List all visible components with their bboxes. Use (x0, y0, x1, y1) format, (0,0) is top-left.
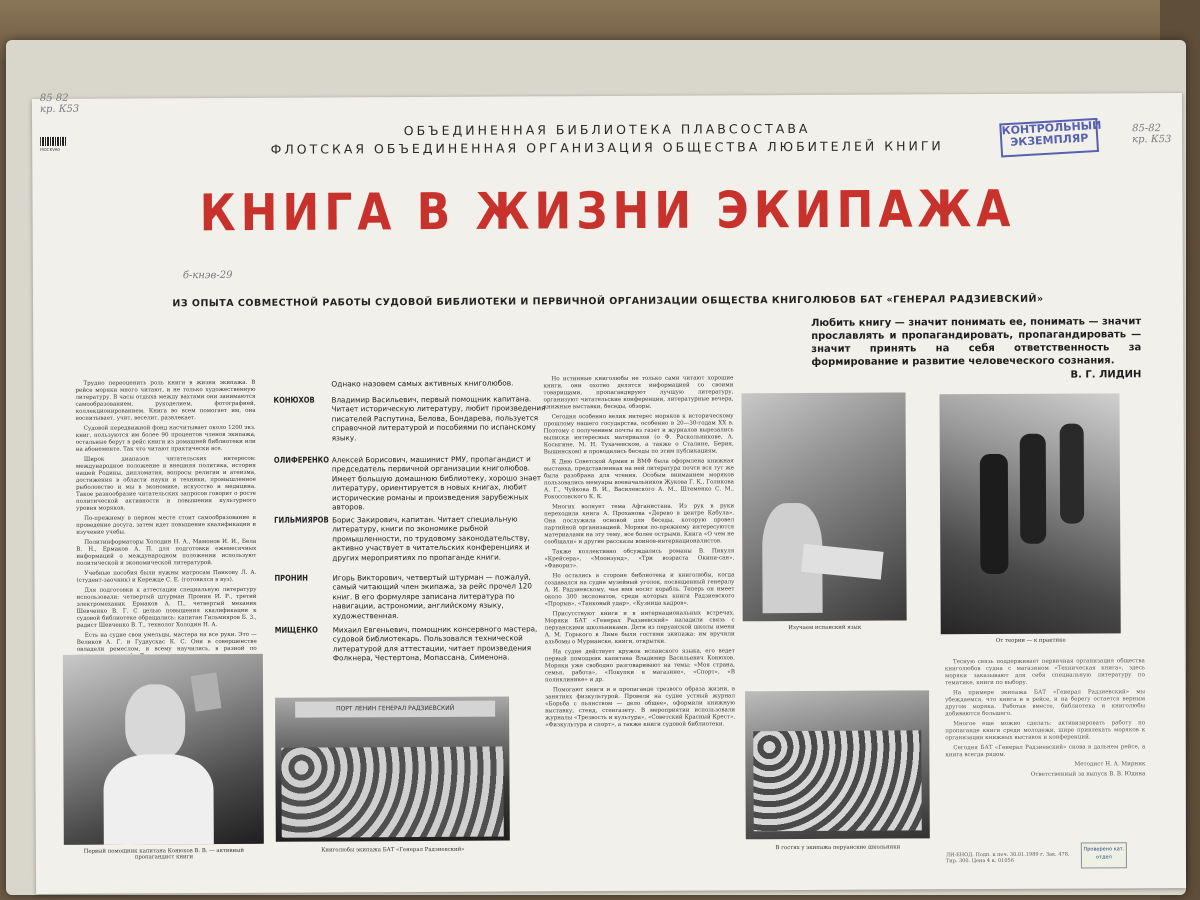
library-sticker: Проверено кат. отдел (1081, 842, 1127, 868)
quote-text: Любить книгу — значит понимать ее, понимать — значит прославлять и пропагандировать, пропагандировать — значит принять на себя ответственность за формирование и развитие человеческого сознания. (811, 316, 1142, 368)
paragraph: Судовой передвижной фонд насчитывает около 1200 экз. книг, пользуются им более 90 процентов членов экипажа, остальные берут в рейс книги из домашней библиотеки или на абонементе. Так что читают практически все. (75, 424, 256, 453)
caption-lesson: Изучаем испанский язык (788, 624, 862, 632)
epigraph-quote (811, 315, 1141, 383)
article-column-4 (945, 658, 1146, 834)
athlete-1 (980, 454, 1009, 574)
pencil-note-top-right: 85-82 кр. К53 (1132, 123, 1172, 146)
paragraph: Политинформаторы Холодин Н. А., Мамонов И. И., Бела В. Н., Ермаков А. П. для подготовки ежемесячных информаций о международном положении используют политической и экономической литературой. (76, 538, 257, 567)
poster (32, 93, 1186, 894)
barcode-text: MOCKVA0 (40, 146, 60, 152)
caption-children: В гостях у экипажа перуанские школьники (775, 844, 901, 852)
paragraph: Присутствуют книги и в интернациональных встречах. Моряки БАТ «Генерал Радзиевский» наладили связь с перуанскими школьниками. Дети из перуанской школы имени А. М. Горького в Лиме были гостями экипажа: им вручили альбомы о Мурманске, книги, открытки. (544, 610, 735, 646)
caption-sport: От теории — к практике (995, 637, 1066, 644)
profile-name: КОНЮХОВ (273, 395, 315, 405)
group-banner: ПОРТ ЛЕНИН ГЕНЕРАЛ РАДЗИЕВСКИЙ (295, 701, 495, 718)
paragraph: Сегодня БАТ «Генерал Радзиевский» снова в дальнем рейсе, а книга всегда рядом. (945, 744, 1146, 759)
paragraph: Тесную связь поддерживает первичная организация общества книголюбов судна с магазином «Техническая книга», здесь моряки заказывают для себя специальную литературу по тематике, книги по выбору. (944, 658, 1145, 687)
paragraph: Также коллективно обсуждались романы В. Пикуля «Крейсера», «Моонзунд», «Три возраста Окини-сан», «Фаворит». (544, 548, 735, 570)
profile-name: ПРОНИН (274, 573, 308, 583)
editor-signoff: Ответственный за выпуск В. В. Юдина (1030, 771, 1146, 778)
paragraph: По-прежнему в первом месте стоит самообразование и проведение досуга, затем идет повышение квалификации и изучение учебы. (76, 514, 257, 536)
paragraph: Есть на судне свои умельцы, мастера на все руки. Это — Великов А. Г. и Гудаускас К. С. Они в совершенстве овладели ремеслом, и всему научились, в разной по (76, 631, 257, 653)
caption-portrait: Первый помощник капитана Конюхов В. В. — активный пропагандист книги (83, 847, 245, 861)
profile-oliferenko (273, 454, 544, 512)
profile-text: Борис Закирович, капитан. Читает специальную литературу, книги по экономике рыбной промышленности, по трудовому законодательству, активно участвует в читательских конференциях и других мероприятиях по пропаганде книги. (332, 514, 530, 563)
pencil-note-top-left: 85 82 кр. К53 (39, 92, 80, 115)
profile-mishchenko (274, 624, 545, 663)
book-in-hand (191, 672, 222, 711)
children-group (753, 730, 922, 831)
paragraph: Но истинные книголюбы не только сами читают хорошие книги, они охотно делятся информацией со своими товарищами, пропагандируют лучшую литературу, организуют читательские конференции, литературные вечера, книжные выставки, беседы, обзоры. (543, 375, 734, 411)
profile-name: ОЛИФЕРЕНКО (273, 455, 330, 465)
portrait-face (125, 684, 185, 759)
paragraph: Сегодня особенно велик интерес моряков к историческому прошлому нашего государства, особенно в 20—30-годам XX в. Поэтому с получением почты из газет и журналов вырезались выписки интересных материалов (о Ф. Раскольникове, А. Косыгине, М. Н. Тухачевском, а также о Сталине, Берия, Вышинском) и проводились беседы по этим публикациям. (543, 413, 734, 456)
header-line-2: ФЛОТСКАЯ ОБЪЕДИНЕННАЯ ОРГАНИЗАЦИЯ ОБЩЕСТВА ЛЮБИТЕЛЕЙ КНИГИ (270, 138, 944, 157)
plastic-sleeve (6, 40, 1186, 895)
profile-pronin (274, 572, 544, 621)
article-column-3 (543, 375, 736, 876)
pencil-note-mid: б-кнэв-29 (182, 269, 233, 282)
photo-sport-deck (939, 393, 1120, 634)
paragraph: На примере экипажа БАТ «Генерал Радзиевский» мы убеждаемся, что книга и в рейсе, и на берегу остается верным другом моряка. Работая вместе, библиотека и книголюбы добиваются большего. (945, 689, 1146, 718)
profile-text: Михаил Евгеньевич, помощник консервного мастера, судовой библиотекарь. Пользовался технической литературой для аттестации, читает произведения Фолкнера, Честертона, Мопассана, Сименона. (332, 624, 538, 663)
print-info: ЛИ-ЕНОД. Подп. к печ. 30.01.1989 г. Зак. 478. Тир. 300. Цена 4 к. 01056 (945, 851, 1070, 865)
photo-portrait-konyukhov (63, 654, 264, 845)
profile-text: Игорь Викторович, четвертый штурман — пожалуй, самый читающий член экипажа, за рейс прочел 120 книг. В его формуляре записана литература по навигации, астрономии, английскому языку, художественная. (332, 572, 532, 621)
profile-name: ГИЛЬМИЯРОВ (274, 515, 329, 525)
profile-name: МИЩЕНКО (274, 625, 318, 635)
photo-spanish-lesson (741, 392, 906, 621)
paragraph: К Дню Советской Армии и ВМФ была оформлена книжная выставка, представленная на ней литература почти вся тут же была разобрана для чтения. Особым вниманием моряков пользовались мемуары военачальников Жукова Г. К., Голикова А. Г., Чуйкова В. И., Василевского А. М., Штеменко С. М., Рокоссовского К. К. (543, 458, 734, 501)
group-of-people (281, 747, 503, 838)
paragraph: На судне действует кружок испанского языка, его ведет первый помощник капитана Владимир Васильевич Конюхов. Моряки уже свободно разговаривают на темы: «Моя страна, семья, работа», «Покупки в магазине», «Спорт», «В поликлинике» и др. (544, 648, 735, 684)
photo-peruvian-children (745, 690, 930, 839)
athlete-2 (1020, 434, 1047, 544)
paragraph: Широк диапазон читательских интересов: международное положение и внешняя политика, история нашей Родины, дипломатия, вопросы религии и атеизма, достижения в области науки и техники, промышленное рыболовство и мы в экономике, искусство и медицина. Такое разнообразие читательских запросов говорит о росте политической активности и повышении культурного уровня моряков. (75, 455, 257, 512)
caption-group: Книголюбы экипажа БАТ «Генерал Радзиевский» (321, 846, 465, 854)
athlete-3 (1060, 424, 1085, 524)
poster-subtitle: ИЗ ОПЫТА СОВМЕСТНОЙ РАБОТЫ СУДОВОЙ БИБЛИОТЕКИ И ПЕРВИЧНОЙ ОРГАНИЗАЦИИ ОБЩЕСТВА КНИГОЛЮБОВ БАТ «ГЕНЕРАЛ РАДЗИЕВСКИЙ» (172, 293, 1044, 310)
profile-text: Владимир Васильевич, первый помощник капитана. Читает историческую литературу, любит произведения писателей Распутина, Белова, Бондарева, пользуется справочной литературой и пособиями по испанскому языку. (331, 394, 546, 443)
profile-konyukhov (273, 394, 546, 443)
paragraph: Учебные пособия были нужны матросам Панкову Л. А. (студент-заочник) и Кережце С. Е. (готовился в вуз). (76, 569, 257, 584)
profiles-intro: Однако назовем самых активных книголюбов. (331, 378, 514, 389)
portrait-shirt (103, 754, 213, 845)
methodist-signoff: Методист Н. А. Мирник (1074, 761, 1146, 768)
photo-group-book-lovers (275, 697, 510, 842)
paragraph: Помогают книги и в пропаганде трезвого образа жизни, в занятиях физкультурой. Провели на судне устный журнал «Борьба с пьянством — дело общее», оформили книжную выставку, стенд, стенгазету. В мероприятии использовали журналы «Трезвость и культура», «Советский Красный Крест», «Физкультура и спорт», а также книги судовой библиотеки. (545, 686, 736, 729)
profile-text: Алексей Борисович, машинист РМУ, пропагандист и председатель первичной организации книголюбов. Имеет большую домашнюю библиотеку, хорошо знает литературу, ориентируется в новых книгах, любит исторические романы и произведения зарубежных авторов. (331, 454, 542, 512)
profile-gilmiyarov (274, 514, 544, 563)
paragraph: Для подготовки к аттестации специальную литературу использовали: четвертый штурман Пронин И. Р., третий электромеханик Ермаков А. П., четвертый механик Шевченко В. Г. С целью повышения квалификации к судовой библиотеке обращались: капитан Гильмияров Б. З., радист Шевченко В. Т., технолог Холодин Н. А. (76, 586, 257, 629)
paragraph: Многое еще можно сделать: активизировать работу по пропаганде книги среди молодежи, шире привлекать моряков к организации книжных выставок и конференций. (945, 720, 1146, 742)
header-line-1: ОБЪЕДИНЕННАЯ БИБЛИОТЕКА ПЛАВСОСТАВА (403, 120, 811, 139)
quote-author: В. Г. ЛИДИН (1070, 369, 1142, 381)
poster-title: КНИГА В ЖИЗНИ ЭКИПАЖА (199, 180, 1016, 243)
control-copy-stamp: КОНТРОЛЬНЫЙ ЭКЗЕМПЛЯР (999, 118, 1099, 158)
paragraph: Многих волнует тема Афганистана. Из рук в руки переходила книга А. Прохановa «Дерево в центре Кабула». Она послужила основой для беседы, которую провел партийной организацией. Моряки по-прежнему интересуются материалами на эту тему, все более острыми. Книга «О чем не сообщали» и другие рассказы воинов-интернационалистов. (544, 503, 735, 546)
paragraph: Но остались в стороне библиотека и книголюбы, когда создавался на судне музейный уголок, посвященный генералу А. И. Радзиевскому, чье имя носит корабль. Теперь он имеет около 300 экспонатов, среди которых книги Радзиевского «Прорыв», «Танковый удар», «Кузница кадров». (544, 572, 735, 608)
paragraph: Трудно переоценить роль книги в жизни экипажа. В рейсе моряки много читают, и не только художественную литературу. В часы отдыха между вахтами они занимаются самообразованием, рукоделием, фотографией, коллекционированием. Книга во всем помогает им, она воспитывает, учит, веселит, развлекает. (75, 379, 256, 422)
article-column-1 (75, 380, 256, 661)
